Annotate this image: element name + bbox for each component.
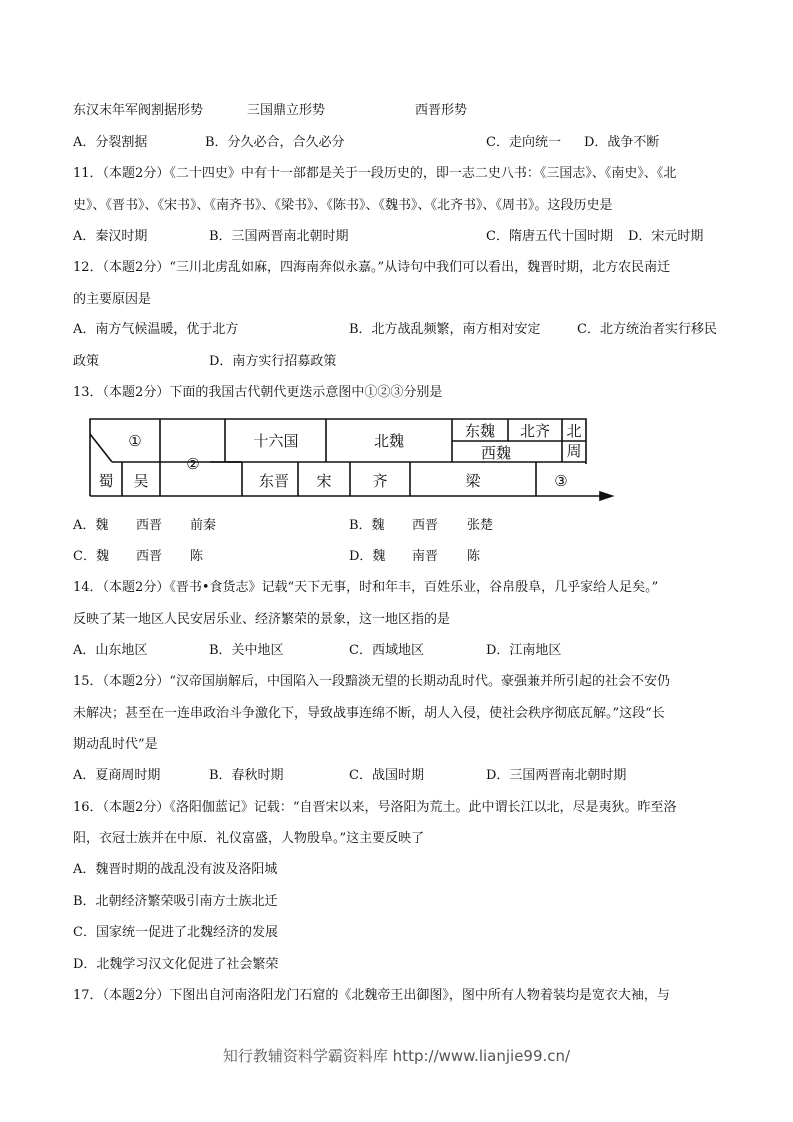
split-diagonal: [90, 434, 112, 462]
q16-option-d: D．北魏学习汉文化促进了社会繁荣: [73, 957, 279, 972]
q16-option-a: A．魏晋时期的战乱没有波及洛阳城: [73, 862, 278, 877]
q14-stem-line-1: 14．（本题2分）《晋书•食货志》记载“天下无事，时和年丰，百姓乐业，谷帛殷阜，几乎家给人足矣。”: [73, 580, 659, 595]
dynasty-liang: 梁: [465, 472, 481, 490]
q13-option-d-letter: D．魏: [349, 549, 386, 564]
dynasty-western-wei: 西魏: [480, 444, 512, 462]
q12-option-a: A．南方气候温暖，优于北方: [73, 322, 239, 337]
dynasty-sixteen-kingdoms: 十六国: [253, 432, 299, 450]
q12-option-b: B．北方战乱频繁，南方相对安定: [349, 322, 541, 337]
q10-stage-2: 三国鼎立形势: [247, 103, 326, 118]
dynasty-eastern-jin: 东晋: [258, 472, 290, 490]
q13-option-a-2: 西晋: [136, 518, 163, 533]
q11-option-a: A．秦汉时期: [73, 229, 148, 244]
q13-stem: 13．（本题2分）下面的我国古代朝代更迭示意图中①②③分别是: [73, 385, 443, 400]
q12-option-c-continued: 政策: [73, 354, 100, 369]
q15-option-c: C．战国时期: [349, 768, 424, 783]
dynasty-northern-wei: 北魏: [373, 432, 405, 450]
dynasty-shu: 蜀: [98, 472, 114, 490]
q12-option-c: C．北方统治者实行移民: [577, 322, 717, 337]
q17-stem-line-1: 17．（本题2分）下图出自河南洛阳龙门石窟的《北魏帝王出御图》，图中所有人物着装均是宽衣大袖，与: [73, 988, 670, 1003]
q13-option-b-2: 西晋: [412, 518, 439, 533]
q10-stage-1: 东汉末年军阀割据形势: [73, 103, 204, 118]
q14-option-b: B．关中地区: [209, 643, 284, 658]
q11-stem-line-1: 11．（本题2分）《二十四史》中有十一部都是关于一段历史的，即一志二史八书：《三国志》、《南史》、《北: [73, 166, 677, 181]
q10-option-c: C．走向统一: [486, 135, 561, 150]
q15-stem-line-2: 未解决；甚至在一连串政治斗争激化下，导致战事连绵不断，胡人入侵，使社会秩序彻底瓦解。”这段“长: [73, 706, 665, 721]
marker-1: ①: [128, 432, 142, 450]
dynasty-song: 宋: [316, 472, 332, 490]
timeline-arrow: [600, 492, 612, 500]
dynasty-northern-zhou: 北: [566, 422, 582, 440]
q14-option-c: C．西域地区: [349, 643, 424, 658]
q13-option-c-3: 陈: [190, 549, 204, 564]
marker-3: ③: [554, 472, 568, 490]
chart-outline: [90, 419, 586, 496]
q13-option-b-3: 张楚: [467, 518, 494, 533]
marker-2: ②: [186, 455, 200, 473]
q16-stem-line-1: 16．（本题2分）《洛阳伽蓝记》记载：“自晋宋以来，号洛阳为荒土。此中谓长江以北，尽是夷狄。昨至洛: [73, 800, 677, 815]
q14-option-a: A．山东地区: [73, 643, 148, 658]
q13-option-c-letter: C．魏: [73, 549, 109, 564]
dynasty-wu: 吴: [133, 472, 149, 490]
q13-option-d-3: 陈: [467, 549, 481, 564]
q15-stem-line-3: 期动乱时代”是: [73, 737, 158, 752]
q14-option-d: D．江南地区: [486, 643, 562, 658]
q15-option-b: B．春秋时期: [209, 768, 284, 783]
footer-watermark: 知行教辅资料学霸资料库 http://www.lianjie99.cn/: [222, 1047, 571, 1065]
q12-stem-line-1: 12．（本题2分）“三川北虏乱如麻，四海南奔似永嘉。”从诗句中我们可以看出，魏晋时期，北方农民南迁: [73, 260, 671, 275]
q13-option-c-2: 西晋: [136, 549, 163, 564]
q13-option-a-3: 前秦: [190, 518, 217, 533]
q13-option-a-letter: A．魏: [73, 518, 109, 533]
q14-stem-line-2: 反映了某一地区人民安居乐业、经济繁荣的景象，这一地区指的是: [73, 612, 451, 627]
q11-option-b: B．三国两晋南北朝时期: [209, 229, 349, 244]
q11-stem-line-2: 史》、《晋书》、《宋书》、《南齐书》、《梁书》、《陈书》、《魏书》、《北齐书》、《周书》。这段历史是: [73, 198, 613, 213]
dynasty-succession-chart: [80, 414, 620, 504]
q12-stem-line-2: 的主要原因是: [73, 292, 152, 307]
q13-option-b-letter: B．魏: [349, 518, 385, 533]
q10-option-a: A．分裂割据: [73, 135, 148, 150]
dynasty-qi: 齐: [372, 472, 388, 490]
dynasty-northern-qi: 北齐: [519, 422, 551, 440]
q10-stage-3: 西晋形势: [415, 103, 468, 118]
dynasty-northern-zhou-2: 周: [566, 442, 582, 460]
q10-option-b: B．分久必合，合久必分: [205, 135, 345, 150]
q15-option-a: A．夏商周时期: [73, 768, 161, 783]
q13-option-d-2: 南晋: [412, 549, 439, 564]
q16-option-b: B．北朝经济繁荣吸引南方士族北迁: [73, 894, 278, 909]
q10-option-d: D．战争不断: [584, 135, 660, 150]
q16-stem-line-2: 阳，衣冠士族并在中原．礼仪富盛，人物殷阜。”这主要反映了: [73, 831, 425, 846]
q11-option-c: C．隋唐五代十国时期: [486, 229, 613, 244]
q15-stem-line-1: 15．（本题2分）“汉帝国崩解后，中国陷入一段黯淡无望的长期动乱时代。豪强兼并所引起的社会不安仍: [73, 674, 670, 689]
q12-option-d: D．南方实行招募政策: [209, 354, 337, 369]
q11-option-d: D．宋元时期: [628, 229, 704, 244]
dynasty-eastern-wei: 东魏: [464, 422, 496, 440]
q16-option-c: C．国家统一促进了北魏经济的发展: [73, 925, 278, 940]
q15-option-d: D．三国两晋南北朝时期: [486, 768, 627, 783]
